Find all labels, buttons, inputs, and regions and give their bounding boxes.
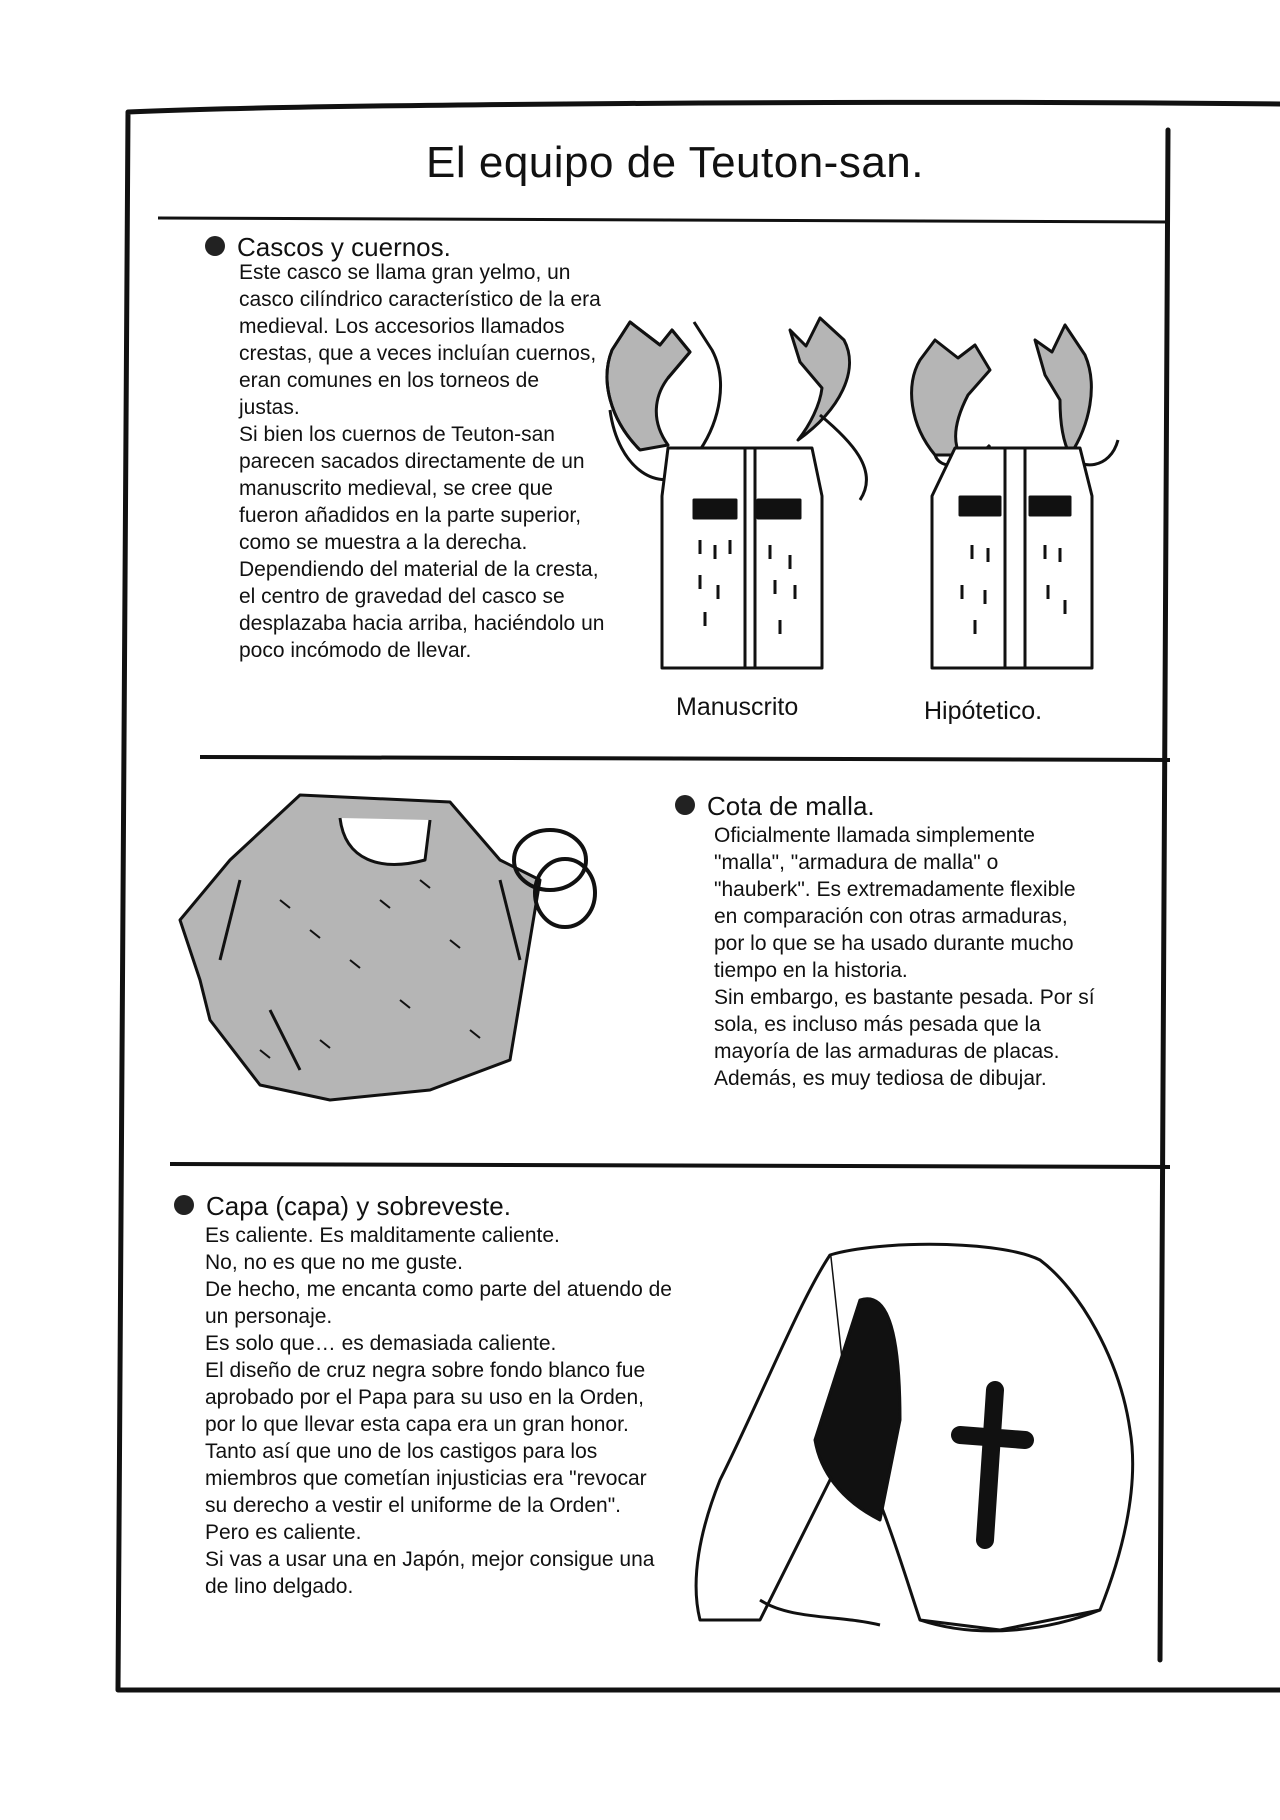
section-body-cascos: Este casco se llama gran yelmo, un casco cilíndrico característico de la era medieval. Los accesorios llamados crestas, que a veces incluían cuernos, eran comunes en los torneos de justas. Si bien los cuernos de Teuton-san parecen sacados directamente de un manuscrito medieval, se cree que fueron añadidos en la parte superior, como se muestra a la derecha. Dependiendo del material de la cresta, el centro de gravedad del casco se desplazaba hacia arriba, haciéndolo un poco incómodo de llevar.	[239, 261, 605, 662]
heading-text: Capa (capa) y sobreveste.	[206, 1191, 511, 1221]
divider-top	[158, 218, 1170, 222]
section-body-cota: Oficialmente llamada simplemente "malla", "armadura de malla" o "hauberk". Es extremadamente flexible en comparación con otras armaduras, por lo que se ha usado durante mucho tiempo en la historia. Sin embargo, es bastante pesada. Por sí sola, es incluso más pesada que la mayoría de las armaduras de placas. Además, es muy tediosa de dibujar.	[714, 824, 1095, 1090]
heading-text: Cota de malla.	[707, 791, 875, 821]
caption-manuscrito: Manuscrito	[676, 693, 799, 721]
helmet-manuscript	[607, 318, 866, 668]
bullet-icon	[205, 236, 225, 256]
divider-2	[170, 1164, 1170, 1167]
section-body-capa: Es caliente. Es malditamente caliente. No, no es que no me guste. De hecho, me encanta como parte del atuendo de un personaje. Es solo que… es demasiada caliente. El diseño de cruz negra sobre fondo blanco fue aprobado por el Papa para su uso en la Orden, por lo que llevar esta capa era un gran honor. Tanto así que uno de los castigos para los miembros que cometían injusticias era "revocar su derecho a vestir el uniforme de la Orden". Pero es caliente. Si vas a usar una en Japón, mejor consigue una de lino delgado.	[205, 1224, 672, 1598]
section-heading-cota	[675, 791, 875, 822]
chainmail-shirt	[180, 795, 540, 1100]
page-title: El equipo de Teuton-san.	[426, 138, 924, 187]
bullet-icon	[675, 795, 695, 815]
section-heading-capa	[174, 1191, 511, 1222]
mantle-with-black-cross	[696, 1244, 1133, 1631]
caption-hipotetico: Hipótetico.	[924, 697, 1043, 725]
bullet-icon	[174, 1195, 194, 1215]
helmet-hypothetical	[912, 325, 1118, 668]
divider-1	[200, 757, 1170, 760]
heading-text: Cascos y cuernos.	[237, 232, 451, 262]
